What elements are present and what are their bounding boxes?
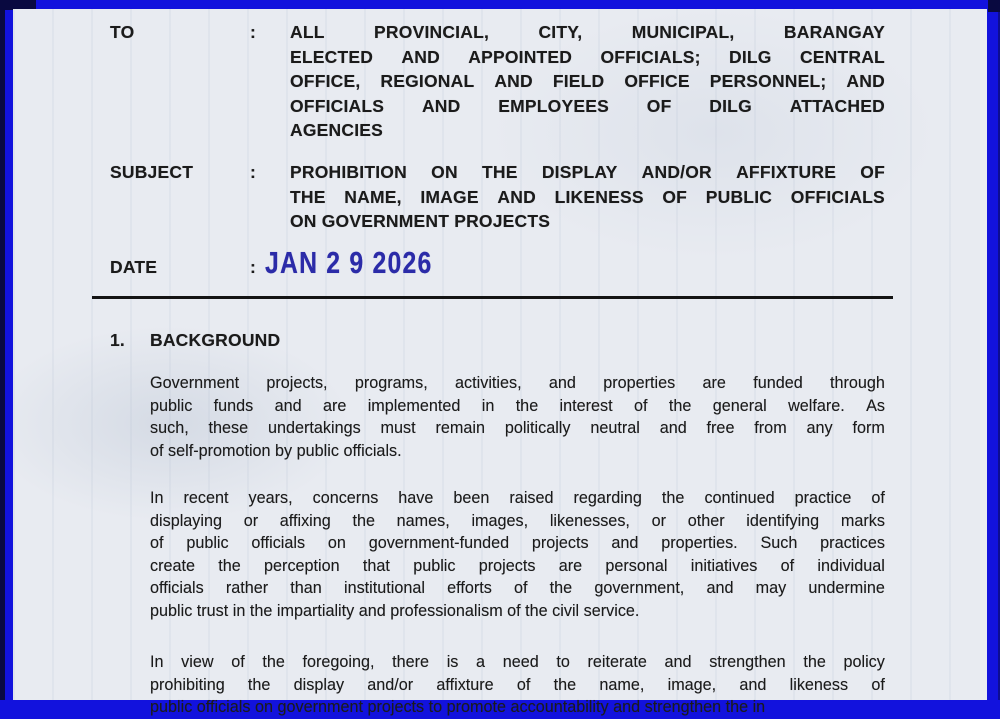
scan-border-top [0, 0, 1000, 9]
document-paper [13, 9, 987, 717]
field-to-colon: : [250, 22, 257, 42]
text-line: prohibiting the display and/or affixture of the name, image, and likeness of [150, 675, 885, 694]
text-line: create the perception that public projects are personal initiatives of individual [150, 556, 885, 575]
text-line: public trust in the impartiality and professionalism of the civil service. [150, 601, 640, 620]
field-subject-value [290, 160, 885, 234]
field-date [110, 245, 885, 280]
section-number: 1. [110, 330, 125, 350]
field-subject-colon: : [250, 162, 257, 182]
text-line: In view of the foregoing, there is a need to reiterate and strengthen the policy [150, 653, 885, 671]
paragraph-background-1 [150, 372, 885, 462]
section-heading [110, 328, 280, 352]
text-line: Government projects, programs, activities, and properties are funded through [150, 374, 885, 392]
text-line: ALL PROVINCIAL, CITY, MUNICIPAL, BARANGAY [290, 22, 885, 42]
paragraph-background-3-clipped [150, 651, 885, 719]
text-line: ELECTED AND APPOINTED OFFICIALS; DILG CENTRAL [290, 46, 885, 67]
scan-corner-top-right-dark [988, 0, 1000, 12]
field-to-value [290, 20, 885, 143]
text-line: such, these undertakings must remain politically neutral and free from any form [150, 419, 885, 438]
text-line: OFFICE, REGIONAL AND FIELD OFFICE PERSONNEL; AND [290, 71, 885, 91]
field-date-label: DATE [110, 257, 158, 277]
scan-border-left-dark-bar [0, 0, 5, 700]
text-line: displaying or affixing the names, images, likenesses, or other identifying marks [150, 511, 885, 530]
text-line: public funds and are implemented in the interest of the general welfare. As [150, 396, 885, 415]
divider-rule [92, 296, 893, 299]
text-line: officials rather than institutional efforts of the government, and may undermine [150, 579, 885, 598]
text-line: OFFICIALS AND EMPLOYEES OF DILG ATTACHED [290, 95, 885, 116]
field-to-label: TO [110, 22, 135, 42]
paragraph-background-2 [150, 487, 885, 623]
text-line: PROHIBITION ON THE DISPLAY AND/OR AFFIXTURE OF [290, 162, 885, 182]
field-date-colon: : [250, 257, 257, 277]
text-line: of self-promotion by public officials. [150, 441, 402, 460]
text-line: ON GOVERNMENT PROJECTS [290, 211, 551, 231]
text-line: of public officials on government-funded projects and properties. Such practices [150, 534, 885, 553]
text-line: THE NAME, IMAGE AND LIKENESS OF PUBLIC OFFICIALS [290, 186, 885, 207]
section-title: BACKGROUND [150, 330, 281, 350]
text-line: public officials on government projects to promote accountability and strengthen the in [150, 698, 766, 717]
scan-border-left [5, 0, 13, 700]
field-to [110, 20, 885, 143]
field-subject-label: SUBJECT [110, 162, 194, 182]
text-line: AGENCIES [290, 120, 384, 140]
text-line: In recent years, concerns have been raised regarding the continued practice of [150, 489, 885, 507]
date-received-stamp: JAN 2 9 2026 [265, 245, 433, 280]
field-subject [110, 160, 885, 234]
